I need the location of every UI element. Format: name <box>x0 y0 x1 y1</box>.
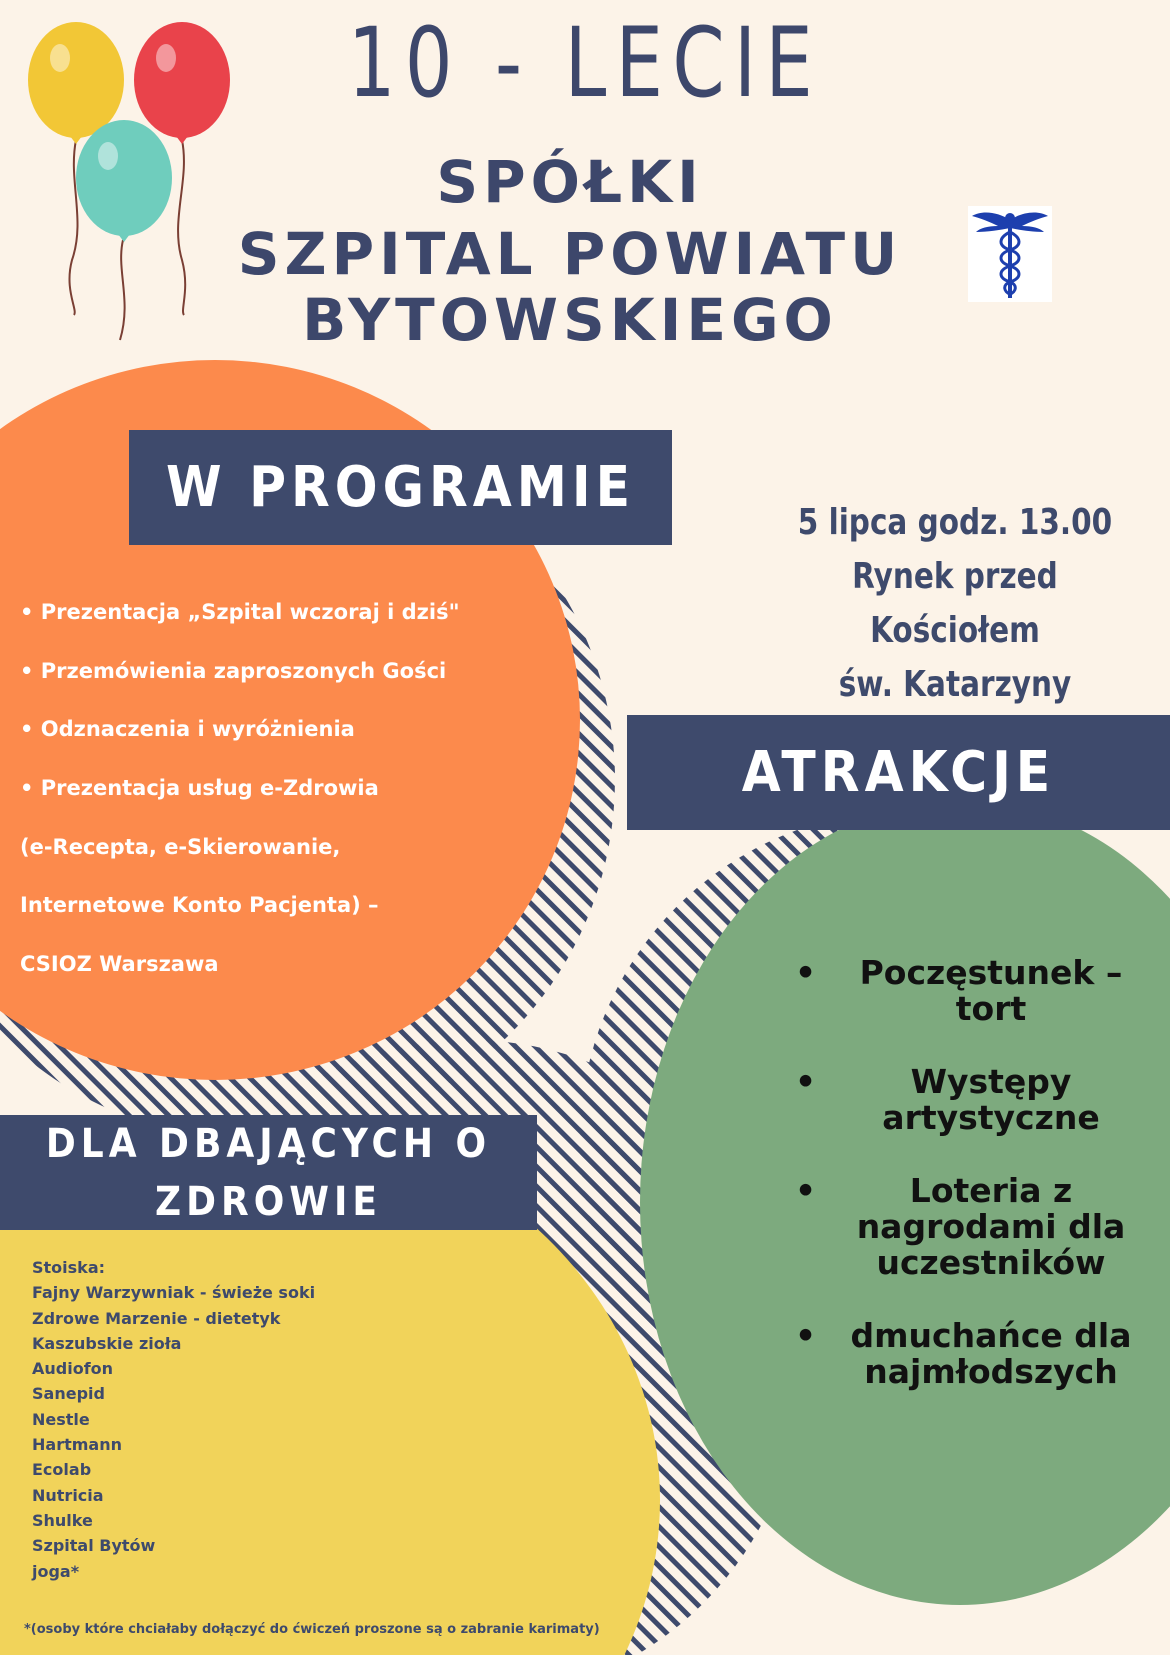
health-heading-line-1: DLA DBAJĄCYCH O <box>45 1120 492 1167</box>
stand-item: Nestle <box>32 1409 90 1429</box>
bullet-icon: • <box>795 953 817 992</box>
stand-item: Hartmann <box>32 1435 122 1455</box>
program-list <box>20 583 550 994</box>
stand-item: Zdrowe Marzenie - dietetyk <box>32 1308 281 1328</box>
health-heading <box>0 1115 537 1230</box>
program-item: • Odznaczenia i wyróżnienia <box>20 717 355 742</box>
bullet-icon: • <box>795 1171 817 1210</box>
program-heading: W PROGRAMIE <box>129 430 672 545</box>
stand-item: Kaszubskie zioła <box>32 1333 182 1353</box>
subtitle-line-1: SPÓŁKI <box>436 148 704 216</box>
stand-item: Szpital Bytów <box>32 1536 156 1556</box>
event-info <box>779 496 1132 712</box>
attractions-list <box>780 955 1160 1427</box>
stand-item: Nutricia <box>32 1485 104 1505</box>
bullet-icon: • <box>795 1062 817 1101</box>
stand-item: Shulke <box>32 1510 93 1530</box>
event-place: Rynek przed Kościołem <box>852 556 1058 651</box>
stand-item: joga* <box>32 1561 80 1581</box>
stand-item: Fajny Warzywniak - świeże soki <box>32 1283 316 1303</box>
stands-list <box>32 1255 315 1584</box>
program-item: CSIOZ Warszawa <box>20 952 219 977</box>
teal-balloon <box>76 120 172 236</box>
program-item: • Prezentacja „Szpital wczoraj i dziś" <box>20 600 460 624</box>
subtitle-line-2: SZPITAL POWIATU <box>237 220 903 288</box>
attractions-heading: ATRAKCJE <box>627 715 1170 830</box>
attraction-item: • Poczęstunek – tort <box>795 953 1123 1028</box>
bullet-icon: • <box>795 1316 817 1355</box>
stand-item: Audiofon <box>32 1359 114 1379</box>
program-item: • Prezentacja usług e-Zdrowia <box>20 776 379 801</box>
subtitle-line-3: BYTOWSKIEGO <box>302 286 838 354</box>
health-heading-line-2: ZDROWIE <box>155 1178 382 1225</box>
caduceus-icon <box>968 206 1052 302</box>
attraction-item: • Występy artystyczne <box>795 1062 1100 1137</box>
stand-item: Ecolab <box>32 1460 92 1480</box>
program-item: Internetowe Konto Pacjenta) – <box>20 893 379 918</box>
program-item: (e-Recepta, e-Skierowanie, <box>20 834 341 859</box>
attraction-item: • Loteria z nagrodami dla uczestników <box>795 1171 1126 1282</box>
stands-label: Stoiska: <box>32 1258 106 1277</box>
event-place-detail: św. Katarzyny <box>838 664 1072 705</box>
stand-item: Sanepid <box>32 1384 105 1404</box>
main-title: 10 - LECIE <box>347 7 823 119</box>
event-date: 5 lipca godz. 13.00 <box>797 502 1113 543</box>
footnote: *(osoby które chciałaby dołączyć do ćwiczeń proszone są o zabranie karimaty) <box>24 1622 600 1637</box>
program-item: • Przemówienia zaproszonych Gości <box>20 658 447 683</box>
attraction-item: • dmuchańce dla najmłodszych <box>795 1316 1132 1391</box>
yellow-balloon <box>28 22 124 138</box>
